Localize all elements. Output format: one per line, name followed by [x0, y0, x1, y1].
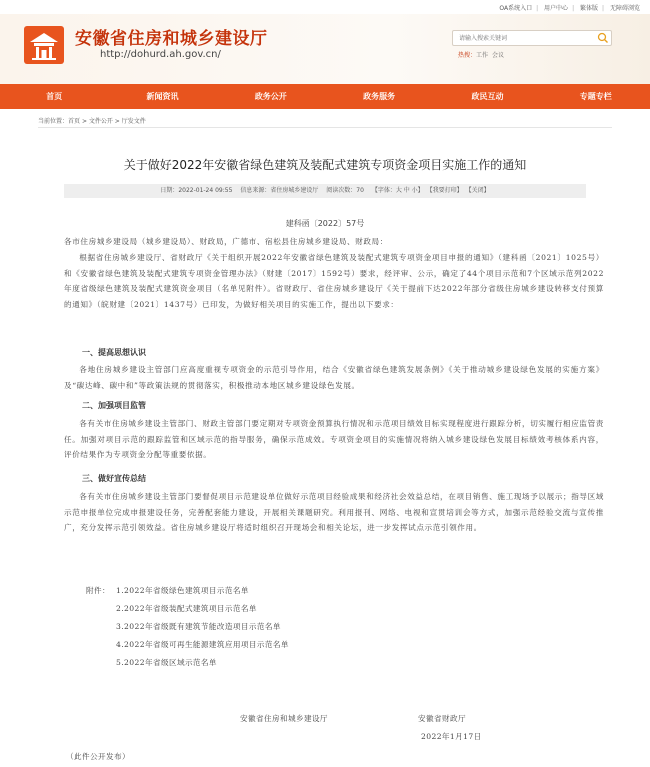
traditional-chinese-link[interactable]: 繁体版 [580, 5, 599, 12]
nav-home[interactable]: 首页 [46, 92, 63, 101]
section-heading: 三、做好宣传总结 [82, 474, 146, 483]
close-button[interactable]: 【关闭】 [468, 187, 490, 194]
attachment-item[interactable]: 3.2022年省级既有建筑节能改造项目示范名单 [116, 622, 281, 631]
nav-special[interactable]: 专题专栏 [579, 92, 612, 101]
breadcrumb-separator: > [80, 118, 89, 125]
breadcrumb-docs[interactable]: 文件公开 [88, 118, 113, 125]
section-paragraph: 各有关市住房城乡建设主管部门要督促项目示范建设单位做好示范项目经验成果和经济社会效益总结，在项目销售、施工现场予以展示；指导区域示范申报单位完成申报建设任务，完善配套能力建设，开展相关课题研究。利用报刊、网络、电视和宣贯培训会等方式，加强示范经验交流与宣传推广，充分发挥示范引领效益。省住房城乡建设厅将适时组织召开现场会和相关论坛，进一步发挥试点示范引领作用。 [64, 492, 604, 533]
attachment-item[interactable]: 1.2022年省级绿色建筑项目示范名单 [116, 586, 249, 595]
signer-finance-dept: 安徽省财政厅 [418, 714, 466, 723]
signer-housing-dept: 安徽省住房和城乡建设厅 [240, 714, 328, 723]
attachment-item[interactable]: 2.2022年省级装配式建筑项目示范名单 [116, 604, 257, 613]
breadcrumb-home[interactable]: 首页 [68, 118, 81, 125]
site-header [0, 14, 650, 84]
document-number: 建科函〔2022〕57号 [285, 219, 365, 228]
section-paragraph: 各地住房城乡建设主管部门应高度重视专项资金的示范引导作用，结合《安徽省绿色建筑发展条例》《关于推动城乡建设绿色发展的实施方案》及“碳达峰、碳中和”等政策法规的贯彻落实，积极推动本地区城乡建设绿色发展。 [64, 365, 604, 390]
section-heading: 一、提高思想认识 [82, 348, 146, 357]
hot-search-label: 热搜： [458, 52, 477, 59]
attachment-item[interactable]: 4.2022年省级可再生能源建筑应用项目示范名单 [116, 640, 289, 649]
search-box [452, 30, 612, 46]
hot-search [458, 50, 504, 59]
search-input[interactable] [459, 33, 589, 44]
salutation: 各市住房城乡建设局（城乡建设局）、财政局，广德市、宿松县住房城乡建设局、财政局： [64, 237, 388, 246]
section-paragraph: 各有关市住房城乡建设主管部门、财政主管部门要定期对专项资金预算执行情况和示范项目绩效目标实现程度进行跟踪分析，切实履行相应监管责任。加强对项目示范的跟踪监管和区域示范的指导服务，确保示范成效。专项资金项目的实施情况将纳入城乡建设绿色发展目标绩效考核体系内容，评价结果作为专项资金分配等重要依据。 [64, 419, 604, 460]
nav-gov-service[interactable]: 政务服务 [363, 92, 396, 101]
page-title: 关于做好2022年安徽省绿色建筑及装配式建筑专项资金项目实施工作的通知 [123, 158, 527, 172]
breadcrumb-separator: > [112, 118, 122, 125]
hot-word-meeting[interactable]: 会议 [492, 52, 505, 59]
hot-word-work[interactable]: 工作 [476, 52, 489, 59]
top-bar [0, 0, 650, 14]
section-heading: 二、加强项目监管 [82, 401, 146, 410]
meta-date: 日期：2022-01-24 09:55 [160, 187, 233, 194]
nav-news[interactable]: 新闻资讯 [146, 92, 179, 101]
accessibility-link[interactable]: 无障碍浏览 [609, 5, 640, 12]
sign-date: 2022年1月17日 [421, 732, 482, 741]
oa-link[interactable]: OA系统入口 [499, 5, 533, 12]
breadcrumb-label: 当前位置： [38, 118, 69, 125]
attachment-item[interactable]: 5.2022年省级区域示范名单 [116, 658, 217, 667]
main-nav [0, 84, 650, 109]
emblem-logo-icon[interactable] [24, 26, 64, 64]
nav-gov-open[interactable]: 政务公开 [254, 92, 287, 101]
breadcrumb [38, 116, 146, 125]
meta-source: 信息来源：省住房城乡建设厅 [240, 187, 319, 194]
breadcrumb-dept-docs[interactable]: 厅发文件 [121, 118, 146, 125]
search-icon[interactable] [597, 32, 609, 44]
user-center-link[interactable]: 用户中心 [544, 5, 569, 12]
attachments-label: 附件： [86, 586, 110, 595]
nav-interaction[interactable]: 政民互动 [471, 92, 504, 101]
intro-paragraph: 根据省住房城乡建设厅、省财政厅《关于组织开展2022年安徽省绿色建筑及装配式建筑专项资金项目申报的通知》（建科函〔2021〕1025号）和《安徽省绿色建筑及装配式建筑专项资金管理办法》（财建〔2017〕1592号）要求，经评审、公示，确定了44个项目示范和7个区域示范列2022年度省级绿色建筑及装配式建筑资金项目（名单见附件）。省财政厅、省住房城乡建设厅《关于提前下达2022年部分省级住房城乡建设转移支付预算的通知》（皖财建〔2021〕1437号）已印发，为做好相关项目的实施工作，提出以下要求： [64, 253, 604, 309]
publication-note: （此件公开发布） [66, 752, 130, 761]
site-url: http://dohurd.ah.gov.cn/ [100, 49, 221, 60]
font-size-switch[interactable]: 【字体：大 中 小】 [371, 187, 424, 194]
divider [38, 127, 612, 128]
top-links: OA系统入口 | 用户中心 | 繁体版 | 无障碍浏览 [499, 5, 640, 12]
site-title[interactable]: 安徽省住房和城乡建设厅 [75, 29, 268, 49]
article-meta [64, 184, 586, 198]
meta-views: 阅读次数：70 [326, 187, 364, 194]
print-button[interactable]: 【我要打印】 [429, 187, 463, 194]
